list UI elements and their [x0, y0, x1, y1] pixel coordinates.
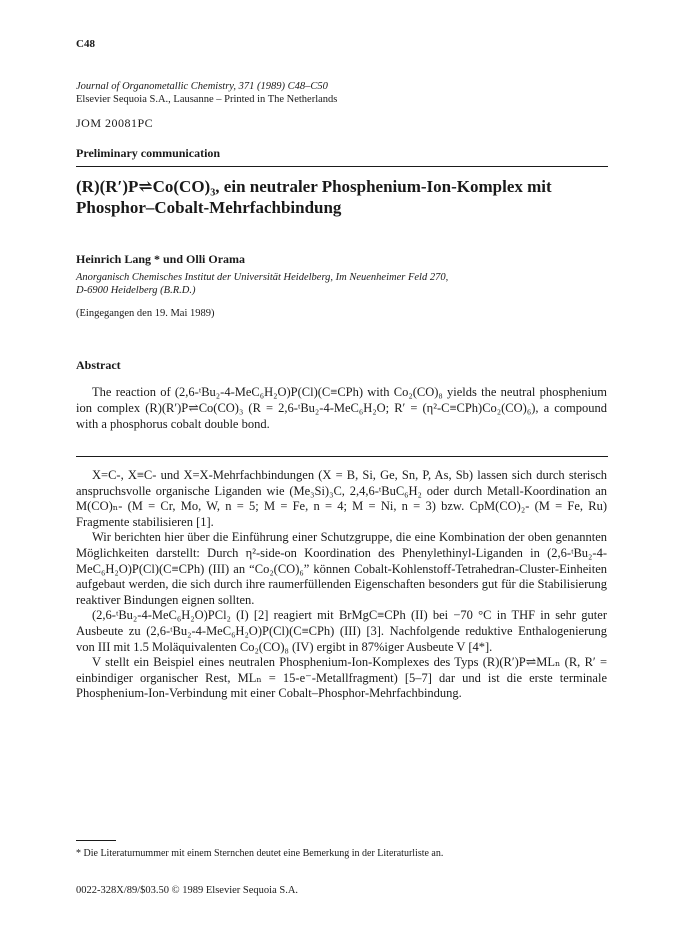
footnote-rule: [76, 840, 116, 841]
authors: Heinrich Lang * und Olli Orama: [76, 252, 246, 266]
copyright-line: 0022-328X/89/$03.50 © 1989 Elsevier Sequoia S.A.: [76, 885, 299, 896]
footnote: * Die Literaturnummer mit einem Sternchen deutet eine Bemerkung in der Literaturliste an.: [76, 848, 444, 859]
page-number: C48: [76, 38, 95, 50]
affiliation: [76, 271, 616, 297]
article-title: (R)(R′)P⇌Co(CO)₃, ein neutraler Phosphenium-Ion-Komplex mit Phosphor–Cobalt-Mehrfachbindung: [76, 177, 552, 217]
header-rule: [76, 166, 608, 167]
abstract-text: The reaction of (2,6-ᵗBu₂-4-MeC₆H₂O)P(Cl)(C≡CPh) with Co₂(CO)₈ yields the neutral phosphenium ion complex (R)(R′)P⇌Co(CO)₃ (R = 2,6-ᵗBu₂-4-MeC₆H₂O; R′ = (η²-C≡CPh)Co₂(CO)₆), a compound with a phosphorus cobalt double bond.: [76, 385, 607, 431]
affiliation-line-2: D-6900 Heidelberg (B.R.D.): [76, 285, 196, 296]
received-date: (Eingegangen den 19. Mai 1989): [76, 308, 215, 319]
paragraph-2: Wir berichten hier über die Einführung einer Schutzgruppe, die eine Kombination der oben genannten Möglichkeiten darstellt: Durch η²-side-on Koordination des Phenylethinyl-Liganden in (2,6-ᵗBu₂-4-MeC₆H₂O)P(Cl)(C≡CPh) (III) an “Co₂(CO)₆” können Cobalt-Kohlenstoff-Tetrahedran-Cluster-Einheiten aufgebaut werden, die sich durch ihre raumerfüllenden Eigenschaften besonders gut für die Stabilisierung reaktiver Bindungen eignen sollten.: [76, 530, 607, 607]
paragraph-3: (2,6-ᵗBu₂-4-MeC₆H₂O)PCl₂ (I) [2] reagiert mit BrMgC≡CPh (II) bei −70 °C in THF in sehr guter Ausbeute zu (2,6-ᵗBu₂-4-MeC₆H₂O)P(Cl)(C≡CPh) (III) [3]. Nachfolgende reduktive Enthalogenierung von III mit 1.5 Moläquivalenten Co₂(CO)₈ (IV) ergibt in 87%iger Ausbeute V [4*].: [76, 608, 607, 654]
body-text: [76, 468, 607, 702]
abstract-rule: [76, 456, 608, 457]
journal-info: [76, 80, 337, 106]
paragraph-4: V stellt ein Beispiel eines neutralen Phosphenium-Ion-Komplexes des Typs (R)(R′)P⇌MLₙ (R, R′ = einbindiger organischer Rest, MLₙ = 15-e⁻-Metallfragment) [5–7] dar und ist die erste terminale Phosphenium-Ion-Verbindung mit einer Cobalt–Phosphor-Mehrfachbindung.: [76, 655, 607, 701]
jom-code: JOM 20081PC: [76, 116, 154, 130]
affiliation-line-1: Anorganisch Chemisches Institut der Universität Heidelberg, Im Neuenheimer Feld 270,: [76, 272, 449, 283]
paragraph-1: X=C-, X≡C- und X=X-Mehrfachbindungen (X = B, Si, Ge, Sn, P, As, Sb) lassen sich durch sterisch anspruchsvolle organische Liganden wie (Me₃Si)₃C, 2,4,6-ᵗBuC₆H₂ oder durch Metall-Koordination an M(CO)ₙ- (M = Cr, Mo, W, n = 5; M = Fe, n = 4; M = Ni, n = 3) bzw. CpM(CO)₂- (M = Fe, Ru) Fragmente stabilisieren [1].: [76, 468, 607, 529]
journal-citation: Journal of Organometallic Chemistry, 371 (1989) C48–C50: [76, 81, 328, 92]
publisher-line: Elsevier Sequoia S.A., Lausanne – Printed in The Netherlands: [76, 94, 338, 105]
abstract-heading: Abstract: [76, 358, 121, 372]
section-label: Preliminary communication: [76, 146, 221, 160]
